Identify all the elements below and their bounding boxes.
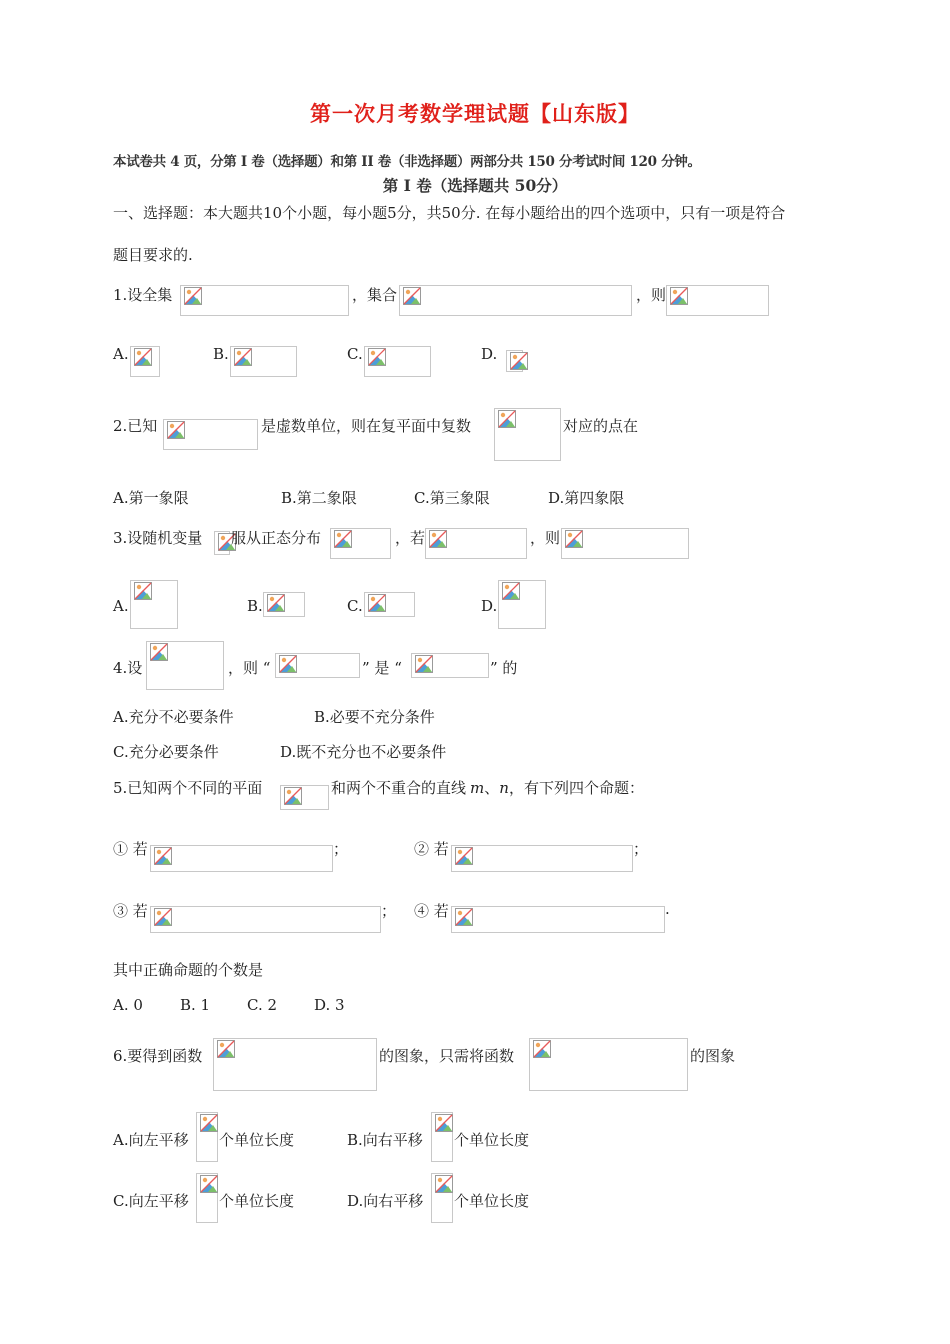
q1-image-3 [666, 285, 769, 316]
q5-prop-3-image [150, 906, 381, 933]
q2-image-2 [494, 408, 561, 461]
q3-option-d-image [498, 580, 546, 629]
q5-option-d: D. 3 [314, 996, 345, 1014]
q4-prefix: 4.设 [113, 659, 143, 677]
q4-option-d: D.既不充分也不必要条件 [280, 743, 447, 761]
q1-option-a: A. [113, 345, 129, 363]
broken-image-icon [278, 654, 298, 674]
broken-image-icon [434, 1174, 454, 1194]
q2-option-d: D.第四象限 [548, 489, 625, 507]
q4-suffix: ” 的 [490, 659, 518, 677]
q6-option-c-unit: 个单位长度 [219, 1192, 295, 1210]
broken-image-icon [216, 1039, 236, 1059]
q6-mid1: 的图象，只需将函数 [379, 1047, 515, 1065]
broken-image-icon [233, 347, 253, 367]
q6-option-d-image [431, 1173, 453, 1223]
q1-option-d: D. [481, 345, 498, 363]
q5-prop-2-end: ； [633, 840, 649, 858]
q3-mid3: ，则 [530, 529, 561, 547]
broken-image-icon [434, 1113, 454, 1133]
q3-image-4 [561, 528, 689, 559]
q2-option-a: A.第一象限 [113, 489, 189, 507]
q4-image-2 [275, 653, 360, 678]
q5-option-a: A. 0 [113, 996, 143, 1014]
instructions-line-1: 一、选择题：本大题共10个小题，每小题5分，共50分. 在每小题给出的四个选项中，只有一项是符合 [113, 204, 786, 222]
q4-option-b: B.必要不充分条件 [314, 708, 435, 726]
broken-image-icon [428, 529, 448, 549]
broken-image-icon [333, 529, 353, 549]
q5-prop-4-image [451, 906, 665, 933]
q6-option-a-unit: 个单位长度 [219, 1131, 295, 1149]
q4-mid1: ，则 “ [228, 659, 271, 677]
broken-image-icon [149, 642, 169, 662]
q6-option-d-unit: 个单位长度 [454, 1192, 530, 1210]
q5-line-n: n [499, 779, 509, 797]
q5-prop-2-image [451, 845, 633, 872]
broken-image-icon [532, 1039, 552, 1059]
broken-image-icon [501, 581, 521, 601]
q1-option-c-image [364, 346, 431, 377]
section-heading: 第 I 卷（选择题共 50分） [382, 176, 568, 195]
q6-option-b-unit: 个单位长度 [454, 1131, 530, 1149]
broken-image-icon [367, 347, 387, 367]
broken-image-icon [199, 1113, 219, 1133]
broken-image-icon [509, 351, 529, 371]
q1-option-a-image [130, 346, 160, 377]
q6-option-c-image [196, 1173, 218, 1223]
broken-image-icon [414, 654, 434, 674]
q5-image-planes [280, 785, 329, 810]
broken-image-icon [564, 529, 584, 549]
q6-option-a-image [196, 1112, 218, 1162]
instructions-line-2: 题目要求的. [113, 246, 193, 264]
q3-option-c: C. [347, 597, 363, 615]
broken-image-icon [454, 846, 474, 866]
q4-mid2: ” 是 “ [362, 659, 402, 677]
q6-image-1 [213, 1038, 377, 1091]
q5-question: 其中正确命题的个数是 [113, 961, 264, 979]
q3-image-1 [214, 531, 230, 555]
q5-prop-3-end: ； [381, 902, 397, 920]
q2-suffix: 对应的点在 [563, 417, 639, 435]
q1-option-b: B. [213, 345, 229, 363]
broken-image-icon [454, 907, 474, 927]
q3-option-d: D. [481, 597, 498, 615]
q3-mid1: 服从正态分布 [231, 529, 322, 547]
q5-prop-2: ② 若 [414, 840, 449, 858]
q5-prop-1-end: ； [333, 840, 349, 858]
broken-image-icon [133, 347, 153, 367]
broken-image-icon [153, 907, 173, 927]
q4-option-c: C.充分必要条件 [113, 743, 219, 761]
q4-image-3 [411, 653, 489, 678]
q6-prefix: 6.要得到函数 [113, 1047, 203, 1065]
q5-prop-4: ④ 若 [414, 902, 449, 920]
broken-image-icon [199, 1174, 219, 1194]
q1-option-c: C. [347, 345, 363, 363]
q5-prop-3: ③ 若 [113, 902, 148, 920]
q6-image-2 [529, 1038, 688, 1091]
exam-intro: 本试卷共 4 页，分第 I 卷（选择题）和第 II 卷（非选择题）两部分共 150 分考试时间 120 分钟。 [113, 154, 701, 170]
broken-image-icon [669, 286, 689, 306]
broken-image-icon [367, 593, 387, 613]
q5-option-b: B. 1 [180, 996, 211, 1014]
q3-option-a: A. [113, 597, 129, 615]
q5-suffix: ，有下列四个命题： [508, 779, 644, 797]
q2-option-c: C.第三象限 [414, 489, 490, 507]
page-title: 第一次月考数学理试题【山东版】 [310, 101, 640, 126]
broken-image-icon [183, 286, 203, 306]
broken-image-icon [166, 420, 186, 440]
q1-image-2 [399, 285, 632, 316]
q6-option-b: B.向右平移 [347, 1131, 423, 1149]
q1-option-d-image [506, 350, 523, 372]
q6-option-d: D.向右平移 [347, 1192, 424, 1210]
q5-prop-1-image [150, 845, 333, 872]
broken-image-icon [402, 286, 422, 306]
q1-prefix: 1.设全集 [113, 286, 173, 304]
q6-suffix: 的图象 [690, 1047, 736, 1065]
q6-option-c: C.向左平移 [113, 1192, 189, 1210]
broken-image-icon [497, 409, 517, 429]
q3-option-c-image [364, 592, 415, 617]
q4-image-1 [146, 641, 224, 690]
q3-option-b: B. [247, 597, 263, 615]
q5-prop-1: ① 若 [113, 840, 148, 858]
q3-mid2: ，若 [395, 529, 426, 547]
broken-image-icon [153, 846, 173, 866]
q3-option-a-image [130, 580, 178, 629]
q5-separator: 、 [484, 779, 500, 797]
q1-mid2: ，则 [636, 286, 667, 304]
q2-mid1: 是虚数单位，则在复平面中复数 [261, 417, 472, 435]
q2-option-b: B.第二象限 [281, 489, 357, 507]
q3-option-b-image [263, 592, 305, 617]
q5-prefix: 5.已知两个不同的平面 [113, 779, 263, 797]
q3-prefix: 3.设随机变量 [113, 529, 203, 547]
q4-option-a: A.充分不必要条件 [113, 708, 234, 726]
broken-image-icon [266, 593, 286, 613]
q5-prop-4-end: . [665, 900, 670, 918]
q5-mid1-text: 和两个不重合的直线 [331, 779, 467, 797]
q2-image-1 [163, 419, 258, 450]
q6-option-a: A.向左平移 [113, 1131, 189, 1149]
q2-prefix: 2.已知 [113, 417, 158, 435]
q1-option-b-image [230, 346, 297, 377]
broken-image-icon [283, 786, 303, 806]
q1-image-1 [180, 285, 349, 316]
q5-option-c: C. 2 [247, 996, 278, 1014]
q3-image-3 [425, 528, 527, 559]
q6-option-b-image [431, 1112, 453, 1162]
q5-mid1 [331, 777, 644, 798]
q5-line-m: m [470, 779, 485, 797]
q3-image-2 [330, 528, 391, 559]
broken-image-icon [133, 581, 153, 601]
q1-mid1: ，集合 [352, 286, 398, 304]
